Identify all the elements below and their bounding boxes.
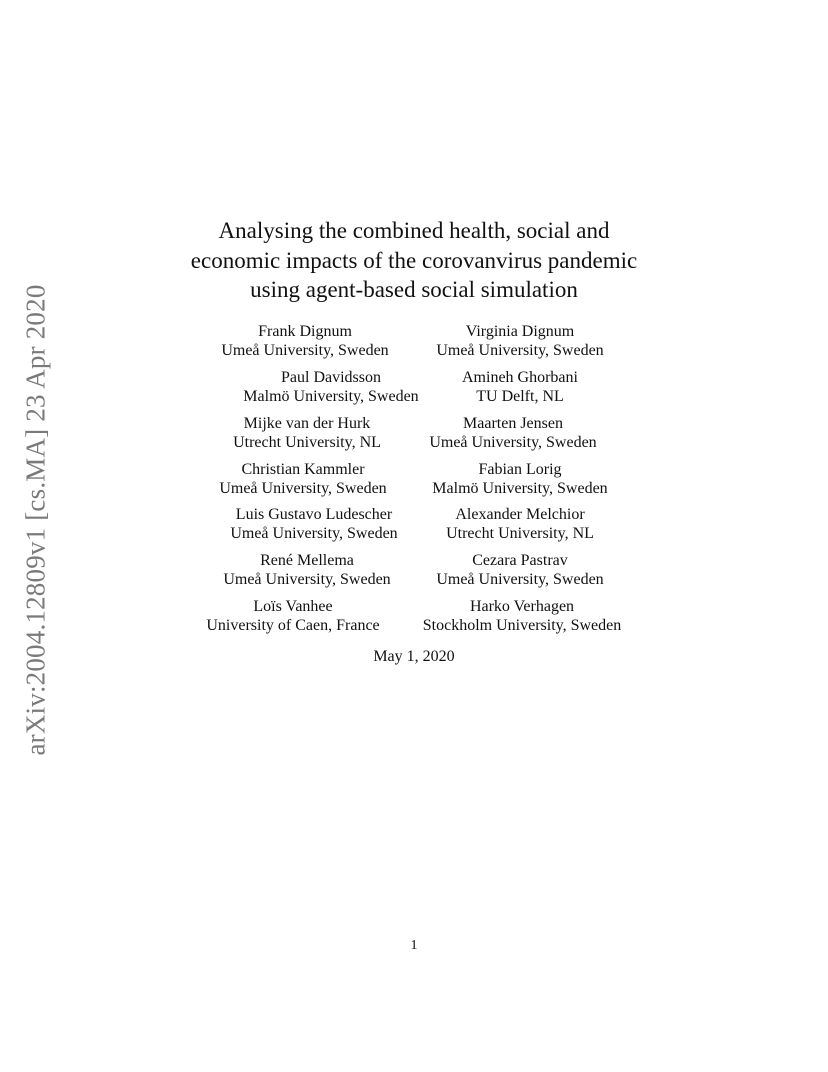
author-block [209,505,419,543]
author-block [408,460,632,498]
author-name: Amineh Ghorbani [462,369,578,386]
author-affiliation: Malmö University, Sweden [432,480,608,497]
author-affiliation: Utrecht University, NL [446,525,594,542]
paper-title [0,216,828,305]
author-affiliation: Umeå University, Sweden [436,342,604,359]
author-block [202,551,412,589]
author-name: Luis Gustavo Ludescher [235,506,393,523]
author-name: Loïs Vanhee [253,598,333,615]
author-affiliation: Umeå University, Sweden [221,342,389,359]
author-name: Virginia Dignum [465,323,575,340]
author-block [207,414,407,452]
title-line: using agent-based social simulation [250,277,578,302]
author-name: Fabian Lorig [478,461,562,478]
author-affiliation: Umeå University, Sweden [230,525,398,542]
title-line: economic impacts of the corovanvirus pandemic [190,247,638,273]
author-name: Harko Verhagen [469,598,575,615]
author-affiliation: Umeå University, Sweden [436,571,604,588]
author-block [407,597,637,635]
publication-date: May 1, 2020 [373,648,455,665]
author-name: Frank Dignum [258,323,352,340]
author-name: Christian Kammler [241,461,365,478]
author-block [188,597,398,635]
author-affiliation: Malmö University, Sweden [243,388,419,405]
author-block [221,368,441,406]
author-affiliation: Umeå University, Sweden [219,480,387,497]
author-block [406,414,620,452]
author-block [425,505,615,543]
page-number: 1 [410,938,418,953]
author-affiliation: Umeå University, Sweden [223,571,391,588]
author-name: Paul Davidsson [281,369,381,386]
arxiv-identifier-stamp[interactable]: arXiv:2004.12809v1 [cs.MA] 23 Apr 2020 [20,284,51,756]
author-affiliation: TU Delft, NL [476,388,564,405]
title-line: Analysing the combined health, social and [218,218,610,243]
author-affiliation: Utrecht University, NL [233,434,381,451]
author-name: Mijke van der Hurk [243,415,371,432]
author-name: René Mellema [260,552,354,569]
author-name: Maarten Jensen [463,415,563,432]
author-block [413,551,627,589]
author-name: Cezara Pastrav [472,552,568,569]
author-affiliation: Umeå University, Sweden [429,434,597,451]
author-block [200,322,410,360]
author-block [413,322,627,360]
author-affiliation: University of Caen, France [206,617,380,634]
author-affiliation: Stockholm University, Sweden [422,617,622,634]
author-name: Alexander Melchior [455,506,585,523]
author-block [430,368,610,406]
author-block [198,460,408,498]
